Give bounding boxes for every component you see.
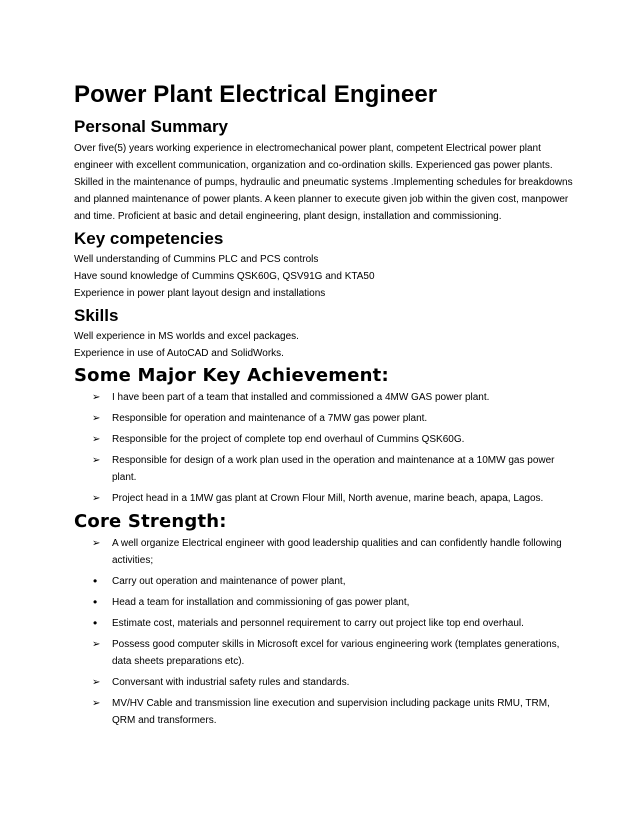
skills-heading: Skills xyxy=(74,306,119,325)
strength-text: Possess good computer skills in Microsoft excel for various engineering work (templates generations, data sheets preparations etc). xyxy=(112,639,560,667)
list-item xyxy=(74,695,574,729)
competency-item: Well understanding of Cummins PLC and PCS controls xyxy=(74,254,319,265)
arrow-bullet-icon: ➢ xyxy=(92,538,101,549)
list-item xyxy=(74,594,574,611)
strength-text: Head a team for installation and commissioning of gas power plant, xyxy=(112,597,410,608)
achievements-heading: Some Major Key Achievement: xyxy=(74,365,389,386)
achievement-text: Responsible for design of a work plan used in the operation and maintenance at a 10MW gas power plant. xyxy=(112,455,555,483)
strengths-list xyxy=(74,535,574,729)
strength-text: MV/HV Cable and transmission line execution and supervision including package units RMU, TRM, QRM and transformers. xyxy=(112,698,550,726)
strength-text: Conversant with industrial safety rules and standards. xyxy=(112,677,350,688)
list-item xyxy=(74,490,574,507)
strength-text: Estimate cost, materials and personnel requirement to carry out project like top end overhaul. xyxy=(112,618,524,629)
arrow-bullet-icon: ➢ xyxy=(92,677,101,688)
list-item xyxy=(74,573,574,590)
achievement-text: Responsible for operation and maintenance of a 7MW gas power plant. xyxy=(112,413,428,424)
strength-heading: Core Strength: xyxy=(74,511,227,532)
summary-heading: Personal Summary xyxy=(74,117,229,136)
arrow-bullet-icon: ➢ xyxy=(92,493,101,504)
arrow-bullet-icon: ➢ xyxy=(92,639,101,650)
resume-page xyxy=(74,80,574,733)
arrow-bullet-icon: ➢ xyxy=(92,413,101,424)
competency-item: Have sound knowledge of Cummins QSK60G, QSV91G and KTA50 xyxy=(74,271,375,282)
document-title: Power Plant Electrical Engineer xyxy=(74,81,438,108)
achievement-text: I have been part of a team that installed and commissioned a 4MW GAS power plant. xyxy=(112,392,490,403)
arrow-bullet-icon: ➢ xyxy=(92,392,101,403)
dot-bullet-icon: • xyxy=(93,595,98,609)
competency-item: Experience in power plant layout design and installations xyxy=(74,288,326,299)
list-item xyxy=(74,410,574,427)
skills-list xyxy=(74,328,574,362)
strength-text: A well organize Electrical engineer with good leadership qualities and can confidently handle following activities; xyxy=(112,538,562,566)
achievement-text: Responsible for the project of complete top end overhaul of Cummins QSK60G. xyxy=(112,434,465,445)
list-item xyxy=(74,452,574,486)
list-item xyxy=(74,389,574,406)
achievements-list xyxy=(74,389,574,507)
strength-text: Carry out operation and maintenance of power plant, xyxy=(112,576,346,587)
skill-item: Well experience in MS worlds and excel packages. xyxy=(74,331,299,342)
list-item xyxy=(74,615,574,632)
skill-item: Experience in use of AutoCAD and SolidWorks. xyxy=(74,348,284,359)
arrow-bullet-icon: ➢ xyxy=(92,698,101,709)
competencies-list xyxy=(74,251,574,302)
arrow-bullet-icon: ➢ xyxy=(92,455,101,466)
arrow-bullet-icon: ➢ xyxy=(92,434,101,445)
list-item xyxy=(74,535,574,569)
list-item xyxy=(74,431,574,448)
summary-text: Over five(5) years working experience in electromechanical power plant, competent Electrical power plant engineer with excellent communication, organization and co-ordination skills. Experienced gas power plants. Skilled in the maintenance of pumps, hydraulic and pneumatic systems .Implementing schedules for breakdowns and planned maintenance of power plants. A keen planner to execute given job within the given cost, manpower and time. Proficient at basic and detail engineering, plant design, installation and commissioning. xyxy=(74,143,573,222)
dot-bullet-icon: • xyxy=(93,616,98,630)
competencies-heading: Key competencies xyxy=(74,229,224,248)
dot-bullet-icon: • xyxy=(93,574,98,588)
achievement-text: Project head in a 1MW gas plant at Crown Flour Mill, North avenue, marine beach, apapa, Lagos. xyxy=(112,493,544,504)
list-item xyxy=(74,674,574,691)
list-item xyxy=(74,636,574,670)
